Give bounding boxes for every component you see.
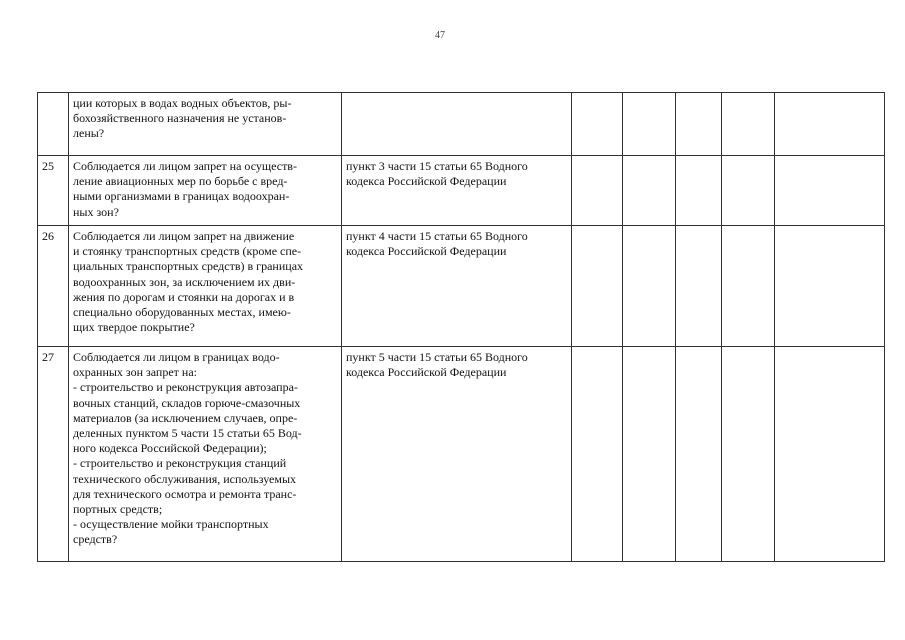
question-line: - строительство и реконструкция автозапра- <box>73 380 298 395</box>
empty-cell <box>623 226 676 347</box>
page-number: 47 <box>435 30 445 41</box>
row-number: 26 <box>38 226 69 347</box>
reference-line: кодекса Российской Федерации <box>346 174 507 189</box>
question-line: деленных пунктом 5 части 15 статьи 65 Вод- <box>73 426 302 441</box>
question-line: охранных зон запрет на: <box>73 365 198 380</box>
question-line: для технического осмотра и ремонта транс- <box>73 486 297 501</box>
question-line: ного кодекса Российской Федерации); <box>73 441 267 456</box>
reference-cell <box>342 93 572 156</box>
question-line: технического обслуживания, используемых <box>73 471 297 486</box>
reference-line: кодекса Российской Федерации <box>346 365 507 380</box>
reference-line: кодекса Российской Федерации <box>346 244 507 259</box>
empty-cell <box>676 226 722 347</box>
empty-cell <box>623 93 676 156</box>
table-row <box>38 156 885 226</box>
question-line: Соблюдается ли лицом в границах водо- <box>73 350 280 364</box>
question-cell <box>69 226 342 347</box>
empty-cell <box>722 93 775 156</box>
row-number: 25 <box>38 156 69 226</box>
question-line: лены? <box>73 126 105 141</box>
question-line: циальных транспортных средств) в границах <box>73 259 304 274</box>
empty-cell <box>623 156 676 226</box>
question-line: вочных станций, складов горюче-смазочных <box>73 395 301 410</box>
question-cell <box>69 93 342 156</box>
empty-cell <box>572 156 623 226</box>
empty-cell <box>775 347 885 562</box>
empty-cell <box>676 93 722 156</box>
empty-cell <box>775 156 885 226</box>
question-line: водоохранных зон, за исключением их дви- <box>73 274 296 289</box>
question-line: бохозяйственного назначения не установ- <box>73 111 287 126</box>
empty-cell <box>722 347 775 562</box>
empty-cell <box>722 156 775 226</box>
reference-line: пункт 5 части 15 статьи 65 Водного <box>346 350 528 364</box>
question-cell <box>69 347 342 562</box>
reference-line: пункт 3 части 15 статьи 65 Водного <box>346 159 528 173</box>
row-number <box>38 93 69 156</box>
empty-cell <box>572 226 623 347</box>
question-line: и стоянку транспортных средств (кроме спе- <box>73 244 302 259</box>
question-line: щих твердое покрытие? <box>73 320 195 335</box>
empty-cell <box>572 93 623 156</box>
question-line: - строительство и реконструкция станций <box>73 456 287 471</box>
reference-cell <box>342 156 572 226</box>
question-line: ции которых в водах водных объектов, ры- <box>73 96 292 110</box>
question-cell <box>69 156 342 226</box>
question-line: специально оборудованных местах, имею- <box>73 305 291 320</box>
table-row <box>38 226 885 347</box>
table-row <box>38 93 885 156</box>
question-line: ление авиационных мер по борьбе с вред- <box>73 174 288 189</box>
reference-line: пункт 4 части 15 статьи 65 Водного <box>346 229 528 243</box>
reference-cell <box>342 347 572 562</box>
empty-cell <box>775 93 885 156</box>
question-line: ными организмами в границах водоохран- <box>73 189 290 204</box>
question-line: Соблюдается ли лицом запрет на осуществ- <box>73 159 297 173</box>
empty-cell <box>623 347 676 562</box>
row-number: 27 <box>38 347 69 562</box>
reference-cell <box>342 226 572 347</box>
empty-cell <box>676 347 722 562</box>
table-row <box>38 347 885 562</box>
empty-cell <box>572 347 623 562</box>
empty-cell <box>775 226 885 347</box>
empty-cell <box>722 226 775 347</box>
question-line: жения по дорогам и стоянки на дорогах и в <box>73 289 295 304</box>
question-line: ных зон? <box>73 204 119 219</box>
question-line: портных средств; <box>73 502 163 517</box>
question-line: Соблюдается ли лицом запрет на движение <box>73 229 295 243</box>
empty-cell <box>676 156 722 226</box>
question-line: средств? <box>73 532 118 547</box>
checklist-table <box>37 92 885 562</box>
question-line: - осуществление мойки транспортных <box>73 517 269 532</box>
question-line: материалов (за исключением случаев, опре- <box>73 410 298 425</box>
